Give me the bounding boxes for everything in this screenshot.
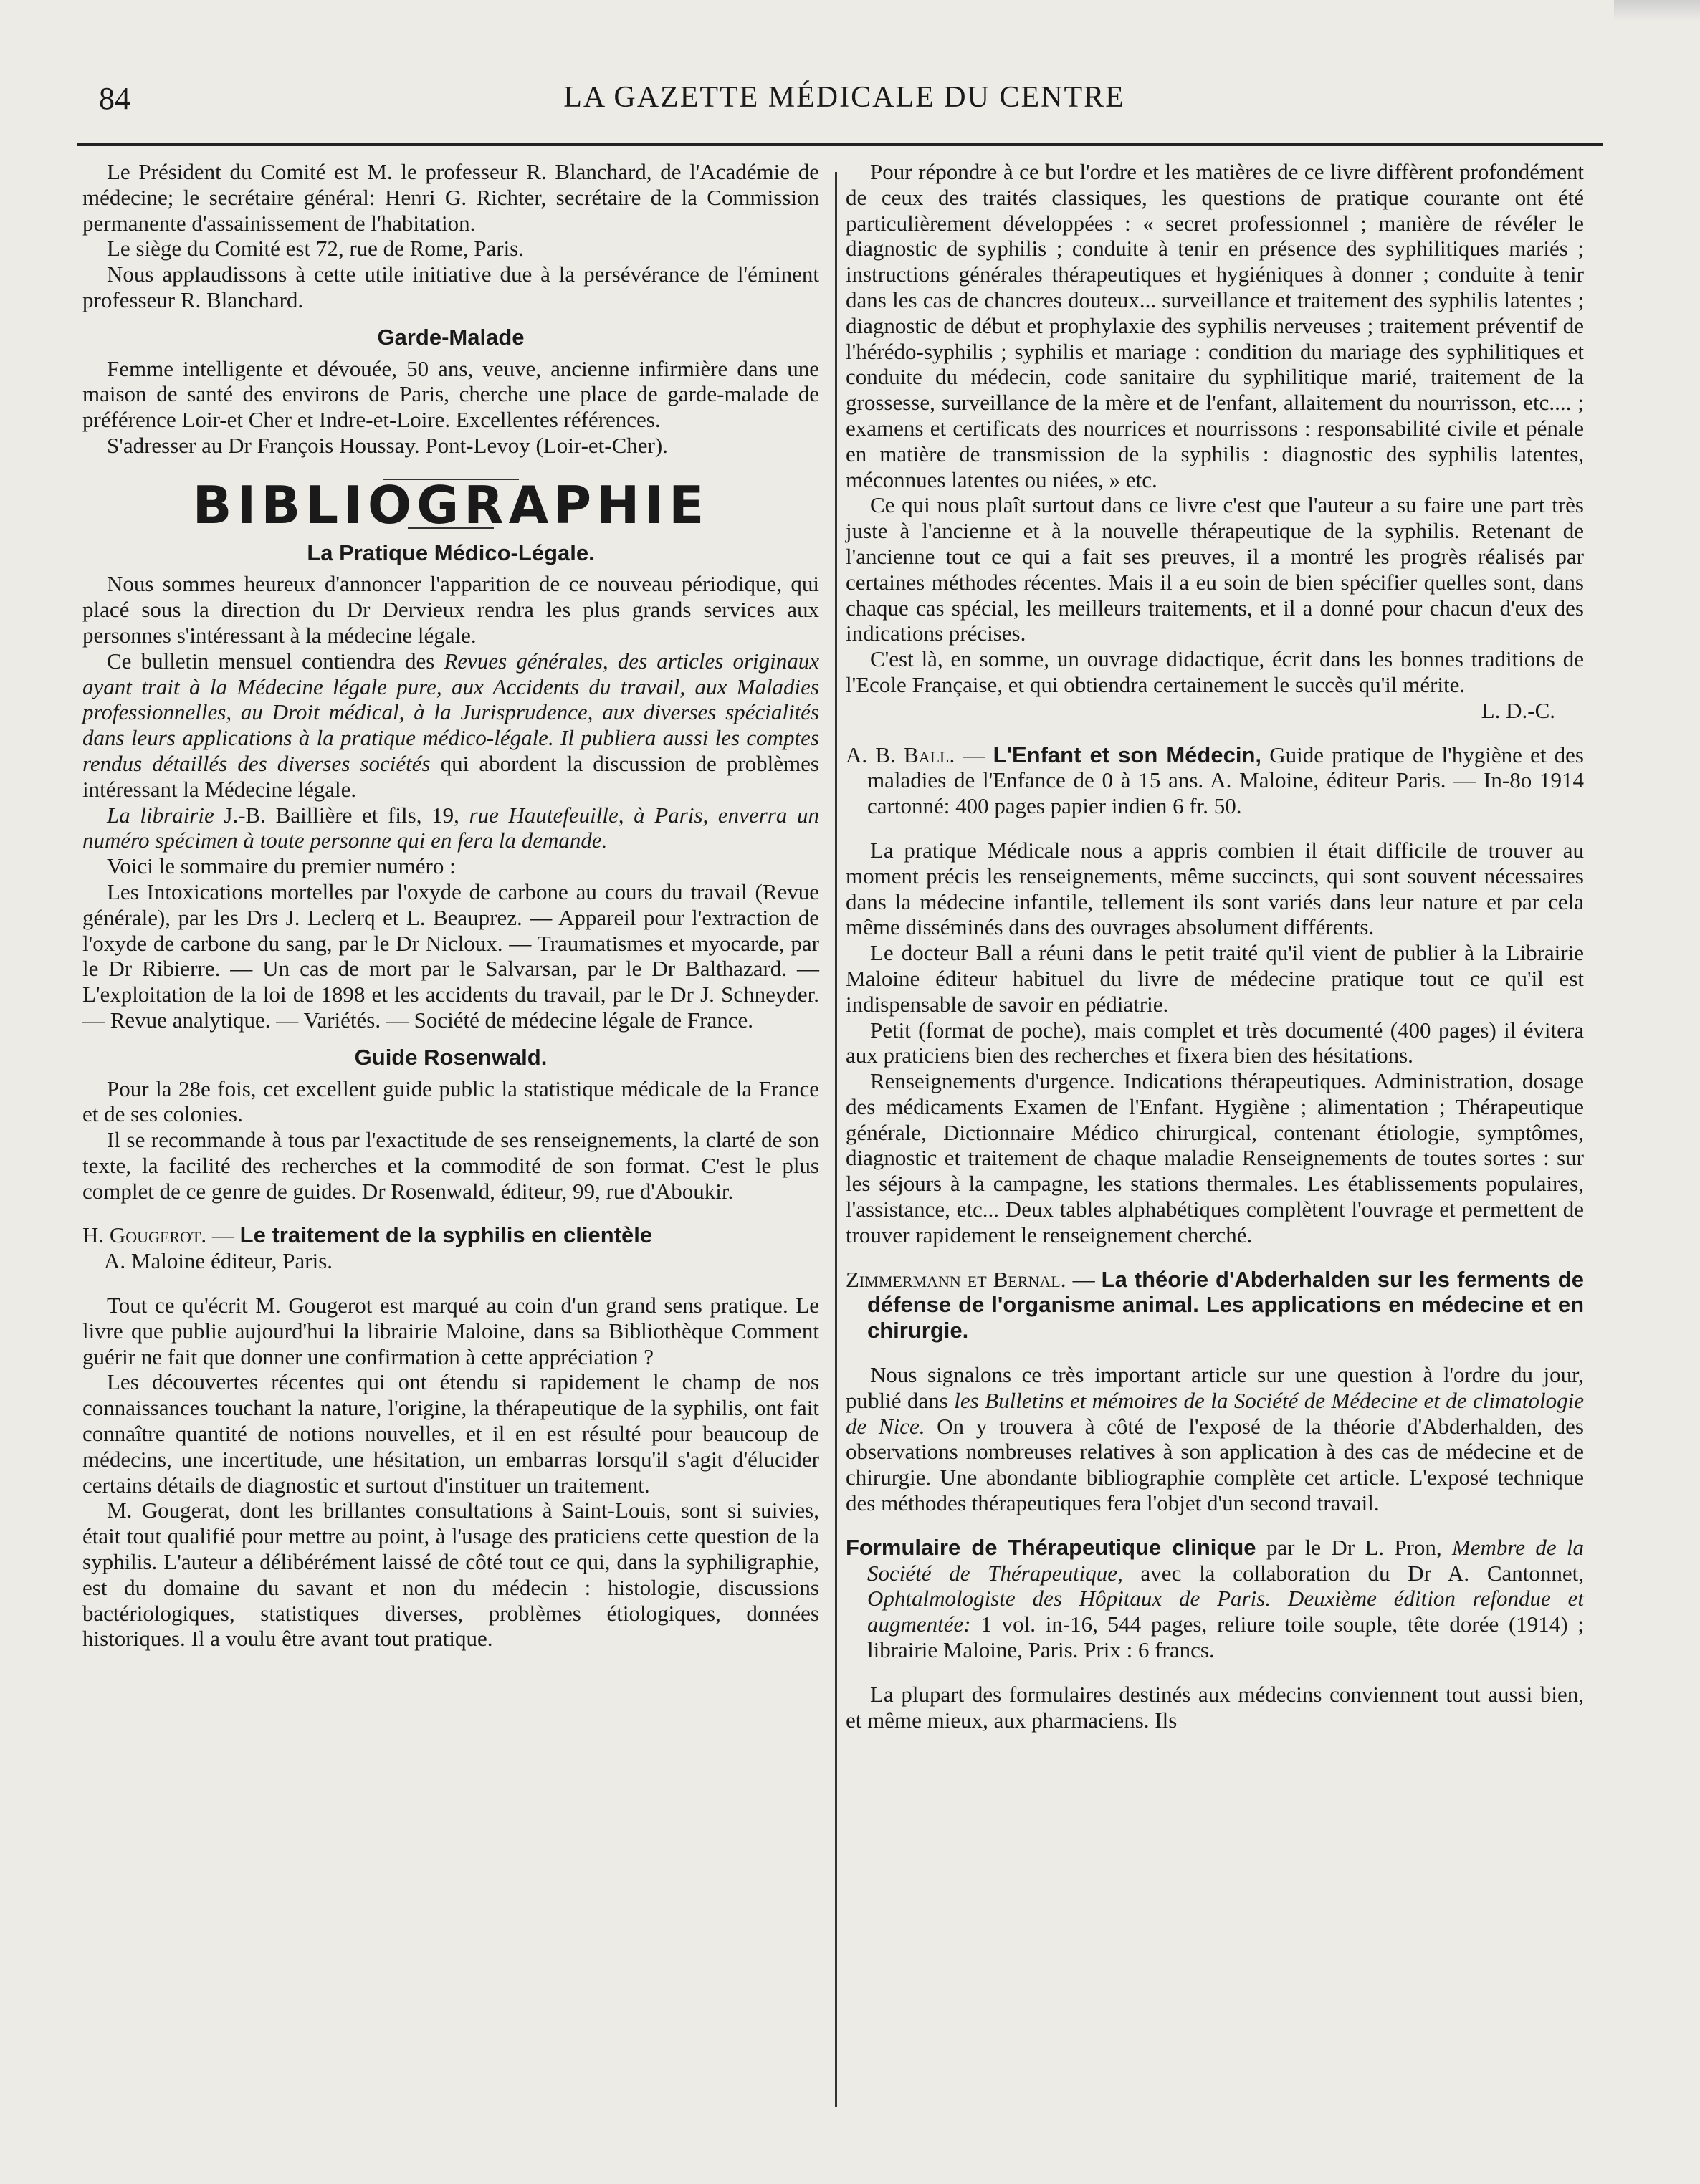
paragraph: Pour la 28e fois, cet excellent guide public la statistique médicale de la France et de ses colonies. bbox=[82, 1076, 819, 1127]
book-title: Le traitement de la syphilis en clientèle bbox=[239, 1222, 653, 1248]
paragraph: La pratique Médicale nous a appris combien il était difficile de trouver au moment précis les renseignements, même succincts, qui sont souvent nécessaires dans la médecine infantile, tellement ils sont variés dans leur nature et par cela même disséminés dans des ouvrages absolument différents. bbox=[846, 837, 1584, 940]
section-heading-garde-malade: Garde-Malade bbox=[377, 324, 525, 350]
spacer bbox=[846, 1516, 1584, 1535]
paragraph: Nous sommes heureux d'annoncer l'apparition de ce nouveau périodique, qui placé sous la direction du Dr Dervieux rendra les plus grands services aux personnes s'intéressant à la médecine légale. bbox=[82, 571, 819, 648]
text-run: avec la collaboration du Dr A. Cantonnet, bbox=[1122, 1560, 1584, 1586]
text-run: J.-B. Baillière et fils, 19, bbox=[214, 802, 469, 828]
paragraph: Renseignements d'urgence. Indications thérapeutiques. Administration, dosage des médicaments Examen de l'Enfant. Hygiène ; alimentation ; Thérapeutique générale, Dictionnaire Médico chirurgical, contenant étiologie, symptômes, diagnostic et traitement de chaque maladie Renseignements de toutes sortes : sur les séjours à la campagne, les stations thermales. Les établissements populaires, l'assistance, etc... Deux tables alphabétiques complètent l'ouvrage et permettent de trouver rapidement le renseignement cherché. bbox=[846, 1068, 1584, 1247]
column-divider bbox=[835, 172, 837, 2107]
paragraph: Le siège du Comité est 72, rue de Rome, Paris. bbox=[107, 236, 524, 262]
bibliographie-heading: BIBLIOGRAPHIE bbox=[192, 474, 710, 535]
paragraph: Petit (format de poche), mais complet et très documenté (400 pages) il évitera aux praticiens bien des recherches et fixera bien des hésitations. bbox=[846, 1017, 1584, 1068]
text-run: 1 vol. in-16, 544 pages, reliure toile souple, tête dorée (1914) ; librairie Maloine, Paris. Prix : 6 francs. bbox=[867, 1611, 1584, 1663]
paragraph bbox=[846, 1362, 1584, 1516]
left-column bbox=[82, 159, 819, 1652]
paragraph: Les découvertes récentes qui ont étendu si rapidement le champ de nos connaissances touchant la nature, l'origine, la thérapeutique de la syphilis, ont fait connaître quantité de notions nouvelles, et il en est résulté pour beaucoup de médecins, une incertitude, une hésitation, un embarras lorsqu'il s'agit d'élucider certains détails de diagnostic et surtout d'instituer un traitement. bbox=[82, 1369, 819, 1498]
text-run: Nous signalons ce très important article sur une question à l'ordre du jour, publié dans bbox=[846, 1362, 1584, 1413]
text-run: Ce bulletin mensuel contiendra des bbox=[107, 648, 444, 674]
text-run-italic: Revues générales, des articles originaux ayant trait à la Médecine légale pure, aux Accidents du travail, aux Maladies professionnelles, au Droit médical, à la Jurisprudence, aux diverses spécialités dans leurs applications à la pratique médico-légale. Il publiera aussi les comptes rendus détaillés des diverses sociétés bbox=[82, 648, 820, 776]
text-run: par le Dr L. Pron, bbox=[1256, 1534, 1452, 1560]
paragraph: M. Gougerat, dont les brillantes consultations à Saint-Louis, sont si suivies, était tout qualifié pour mettre au point, à l'usage des praticiens cette question de la syphilis. L'auteur a délibérément laissé de côté tout ce qui, dans la syphiligraphie, est du domaine du savant et non du médecin : histologie, discussions bactériologiques, statistiques diverses, problèmes étiologiques, données historiques. Il a voulu être avant tout pratique. bbox=[82, 1498, 819, 1652]
page-number: 84 bbox=[99, 81, 130, 116]
article-title: La théorie d'Abderhalden sur les ferments de défense de l'organisme animal. Les applications en médecine et en chirurgie. bbox=[867, 1266, 1584, 1344]
paragraph: La plupart des formulaires destinés aux médecins conviennent tout aussi bien, et même mieux, aux pharmaciens. Ils bbox=[846, 1681, 1584, 1733]
publisher: A. Maloine éditeur, Paris. bbox=[104, 1248, 333, 1274]
right-column bbox=[846, 159, 1584, 1733]
paragraph: Tout ce qu'écrit M. Gougerot est marqué au coin d'un grand sens pratique. Le livre que publie aujourd'hui la librairie Maloine, dans sa Bibliothèque Comment guérir ne fait que donner une confirmation à cette appréciation ? bbox=[82, 1293, 819, 1369]
text-run-italic: Ophtalmologiste des Hôpitaux de Paris. Deuxième édition refondue et augmentée: bbox=[867, 1586, 1584, 1637]
book-title: Formulaire de Thérapeutique clinique bbox=[846, 1534, 1256, 1560]
paragraph: Femme intelligente et dévouée, 50 ans, veuve, ancienne infirmière dans une maison de santé des environs de Paris, cherche une place de garde-malade de préférence Loir-et Cher et Indre-et-Loire. Excellentes références. bbox=[82, 355, 819, 433]
text-run: On y trouvera à côté de l'exposé de la théorie d'Abderhalden, des observations nombreuses relatives à son application à des cas de médecine et de chirurgie. Une abondante bibliographie complète cet article. L'exposé technique des méthodes thérapeutiques fera l'objet d'un second travail. bbox=[846, 1413, 1584, 1516]
author-name: Zimmermann et Bernal. — bbox=[846, 1266, 1102, 1292]
paragraph: Nous applaudissons à cette utile initiative due à la persévérance de l'éminent professeur R. Blanchard. bbox=[82, 262, 819, 312]
review-entry-heading bbox=[846, 1267, 1584, 1344]
spacer bbox=[846, 724, 1584, 742]
author-name: A. B. Ball. — bbox=[846, 742, 993, 767]
review-entry-heading bbox=[846, 742, 1584, 819]
review-entry-heading bbox=[846, 1535, 1584, 1663]
spacer bbox=[846, 1663, 1584, 1682]
publication-details: Guide pratique de l'hygiène et des maladies de l'Enfance de 0 à 15 ans. A. Maloine, éditeur Paris. — In-8o 1914 cartonné: 400 pages papier indien 6 fr. 50. bbox=[867, 742, 1584, 819]
spacer bbox=[82, 1274, 819, 1293]
header-rule bbox=[77, 143, 1603, 146]
paragraph: Voici le sommaire du premier numéro : bbox=[107, 853, 456, 879]
section-heading-guide: Guide Rosenwald. bbox=[354, 1044, 548, 1070]
text-run-italic: La librairie bbox=[107, 802, 214, 828]
paragraph bbox=[82, 803, 819, 854]
spacer bbox=[82, 1204, 819, 1222]
page-header bbox=[92, 80, 1597, 123]
text-run-italic: rue Hautefeuille, à Paris, enverra un numéro spécimen à toute personne qui en fera la demande. bbox=[82, 802, 819, 853]
author-name: H. Gougerot. — bbox=[82, 1222, 240, 1248]
signature: L. D.-C. bbox=[1481, 697, 1555, 723]
running-title: LA GAZETTE MÉDICALE DU CENTRE bbox=[563, 81, 1125, 114]
paragraph bbox=[82, 648, 819, 803]
paragraph: Le docteur Ball a réuni dans le petit traité qu'il vient de publier à la Librairie Maloine éditeur habituel du livre de médecine pratique tout ce qu'il est indispensable de savoir en pédiatrie. bbox=[846, 940, 1584, 1017]
spacer bbox=[846, 1248, 1584, 1267]
review-entry-heading bbox=[82, 1222, 819, 1274]
text-run-italic: les Bulletins et mémoires de la Société de Médecine et de climatologie de Nice. bbox=[846, 1387, 1584, 1439]
paragraph: Ce qui nous plaît surtout dans ce livre c'est que l'auteur a su faire une part très juste à l'ancienne et à la nouvelle thérapeutique de la syphilis. Retenant de l'ancienne tout ce qui a fait ses preuves, il a montré les progrès réalisés par certaines méthodes récentes. Mais il a eu soin de bien spécifier quelles sont, dans chaque cas spécial, les meilleurs traitements, et il a donné pour chacun d'eux des indications précises. bbox=[846, 492, 1584, 646]
paragraph: Le Président du Comité est M. le professeur R. Blanchard, de l'Académie de médecine; le secrétaire général: Henri G. Richter, secrétaire de la Commission permanente d'assainissement de l'habitation. bbox=[82, 159, 819, 236]
spacer bbox=[846, 819, 1584, 838]
paragraph: Pour répondre à ce but l'ordre et les matières de ce livre diffèrent profondément de ceux des traités classiques, les questions de pratique courante ont été particulièrement développées : « secret professionnel ; manière de révéler le diagnostic de syphilis ; conduite à tenir en présence des syphilitiques mariés ; instructions générales thérapeutiques et hygiéniques à donner ; conduite à tenir dans les cas de chancres douteux... surveillance et traitement des syphilis latentes ; diagnostic de début et prophylaxie des syphilis nerveuses ; traitement préventif de l'hérédo-syphilis ; syphilis et mariage : condition du mariage des syphilitiques et conduite du médecin, code sanitaire du syphilitique marié, traitement de la grossesse, surveillance de la mère et de l'enfant, allaitement du nourrisson, etc.... ; examens et certificats des nourrices et nourrissons : responsabilité civile et pénale en matière de transmission de la syphilis : diagnostic des syphilis latentes, méconnues latentes ou niées, » etc. bbox=[846, 159, 1584, 492]
book-title: L'Enfant et son Médecin, bbox=[993, 742, 1262, 767]
text-run: qui abordent la discussion de problèmes intéressant la Médecine légale. bbox=[82, 750, 819, 802]
text-run-italic: Membre de la Société de Thérapeutique, bbox=[867, 1534, 1585, 1586]
section-heading-pratique: La Pratique Médico-Légale. bbox=[307, 540, 595, 565]
spacer bbox=[846, 1344, 1584, 1362]
paragraph: Il se recommande à tous par l'exactitude de ses renseignements, la clarté de son texte, la facilité des recherches et la commodité de son format. C'est le plus complet de ce genre de guides. Dr Rosenwald, éditeur, 99, rue d'Aboukir. bbox=[82, 1127, 819, 1204]
paragraph: S'adresser au Dr François Houssay. Pont-Levoy (Loir-et-Cher). bbox=[107, 432, 668, 458]
page-corner-fold bbox=[1614, 0, 1700, 21]
paragraph: Les Intoxications mortelles par l'oxyde de carbone au cours du travail (Revue générale), par les Drs J. Leclerq et L. Beauprez. — Appareil pour l'extraction de l'oxyde de carbone du sang, par le Dr Nicloux. — Traumatismes et myocarde, par le Dr Ribierre. — Un cas de mort par le Salvarsan, par le Dr Balthazard. — L'exploitation de la loi de 1898 et les accidents du travail, par le Dr J. Schneyder. — Revue analytique. — Variétés. — Société de médecine légale de France. bbox=[82, 878, 819, 1033]
paragraph: C'est là, en somme, un ouvrage didactique, écrit dans les bonnes traditions de l'Ecole Française, et qui obtiendra certainement le succès qu'il mérite. bbox=[846, 646, 1584, 697]
